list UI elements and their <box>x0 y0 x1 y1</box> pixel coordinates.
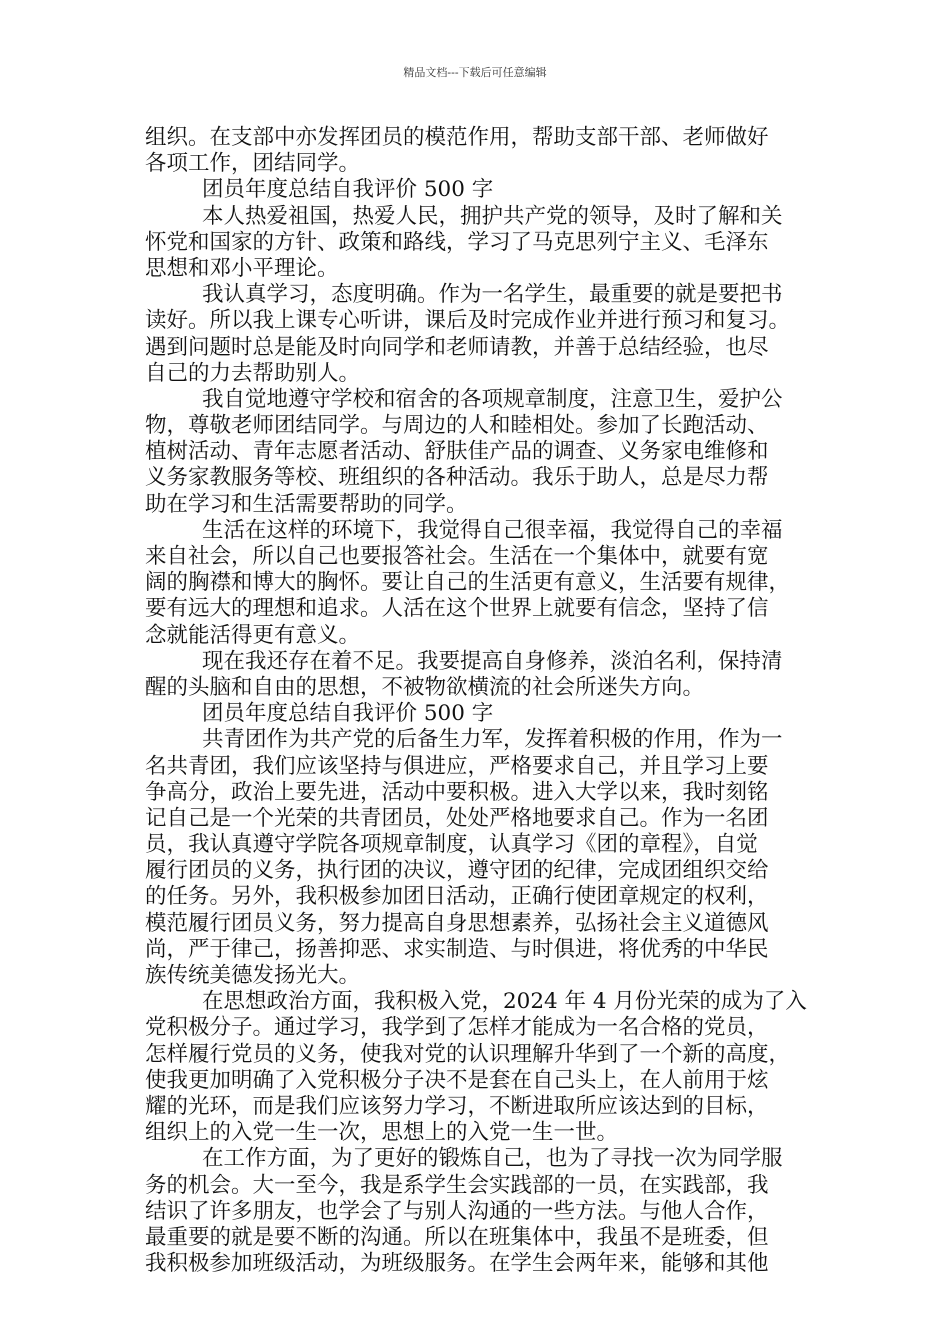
text-line: 生活在这样的环境下，我觉得自己很幸福，我觉得自己的幸福 <box>202 517 783 543</box>
text-line: 各项工作，团结同学。 <box>145 151 361 177</box>
text-line: 务的机会。大一至今，我是系学生会实践部的一员，在实践部，我 <box>145 1172 769 1198</box>
text-line: 植树活动、青年志愿者活动、舒肤佳产品的调查、义务家电维修和 <box>145 439 769 465</box>
text-line: 助在学习和生活需要帮助的同学。 <box>145 491 468 517</box>
text-line: 思想和邓小平理论。 <box>145 255 339 281</box>
text-line: 耀的光环，而是我们应该努力学习，不断进取所应该达到的目标， <box>145 1093 769 1119</box>
text-line: 员，我认真遵守学院各项规章制度，认真学习《团的章程》，自觉 <box>145 832 758 858</box>
text-line: 我认真学习，态度明确。作为一名学生，最重要的就是要把书 <box>202 282 783 308</box>
text-line: 我积极参加班级活动，为班级服务。在学生会两年来，能够和其他 <box>145 1251 769 1277</box>
text-line: 本人热爱祖国，热爱人民，拥护共产党的领导，及时了解和关 <box>202 203 783 229</box>
text-line: 争高分，政治上要先进，活动中要积极。进入大学以来，我时刻铭 <box>145 779 769 805</box>
text-line: 读好。所以我上课专心听讲，课后及时完成作业并进行预习和复习。 <box>145 308 791 334</box>
text-line: 怀党和国家的方针、政策和路线，学习了马克思列宁主义、毛泽东 <box>145 229 769 255</box>
text-line: 要有远大的理想和追求。人活在这个世界上就要有信念，坚持了信 <box>145 596 769 622</box>
text-line: 念就能活得更有意义。 <box>145 622 361 648</box>
text-line: 物，尊敬老师团结同学。与周边的人和睦相处。参加了长跑活动、 <box>145 413 769 439</box>
text-line: 结识了许多朋友，也学会了与别人沟通的一些方法。与他人合作， <box>145 1198 769 1224</box>
text-line: 组织上的入党一生一次，思想上的入党一生一世。 <box>145 1120 619 1146</box>
text-line: 自己的力去帮助别人。 <box>145 360 361 386</box>
text-line: 共青团作为共产党的后备生力军，发挥着积极的作用，作为一 <box>202 727 783 753</box>
text-line: 怎样履行党员的义务，使我对党的认识理解升华到了一个新的高度， <box>145 1041 791 1067</box>
text-line: 履行团员的义务，执行团的决议，遵守团的纪律，完成团组织交给 <box>145 858 769 884</box>
text-line: 记自己是一个光荣的共青团员，处处严格地要求自己。作为一名团 <box>145 805 769 831</box>
text-line: 的任务。另外，我积极参加团日活动，正确行使团章规定的权利， <box>145 884 769 910</box>
text-line: 义务家教服务等校、班组织的各种活动。我乐于助人，总是尽力帮 <box>145 465 769 491</box>
page-header: 精品文档---下载后可任意编辑 <box>403 66 547 79</box>
text-line: 现在我还存在着不足。我要提高自身修养，淡泊名利，保持清 <box>202 648 783 674</box>
text-line: 来自社会，所以自己也要报答社会。生活在一个集体中，就要有宽 <box>145 544 769 569</box>
text-line: 党积极分子。通过学习，我学到了怎样才能成为一名合格的党员， <box>145 1015 769 1041</box>
text-line: 最重要的就是要不断的沟通。所以在班集体中，我虽不是班委，但 <box>145 1224 769 1250</box>
text-line: 在工作方面，为了更好的锻炼自己，也为了寻找一次为同学服 <box>202 1146 783 1172</box>
text-line: 醒的头脑和自由的思想，不被物欲横流的社会所迷失方向。 <box>145 674 705 700</box>
text-line: 尚，严于律己，扬善抑恶、求实制造、与时俱进，将优秀的中华民 <box>145 936 769 962</box>
text-line: 阔的胸襟和博大的胸怀。要让自己的生活更有意义，生活要有规律， <box>145 570 791 596</box>
text-line: 遇到问题时总是能及时向同学和老师请教，并善于总结经验，也尽 <box>145 334 769 360</box>
text-line: 在思想政治方面，我积极入党，2024 年 4 月份光荣的成为了入 <box>202 989 807 1015</box>
text-line: 名共青团，我们应该坚持与俱进应，严格要求自己，并且学习上要 <box>145 753 769 779</box>
section-heading: 团员年度总结自我评价 500 字 <box>202 701 494 727</box>
text-line: 族传统美德发扬光大。 <box>145 963 361 988</box>
text-line: 组织。在支部中亦发挥团员的模范作用，帮助支部干部、老师做好 <box>145 125 769 150</box>
text-line: 模范履行团员义务，努力提高自身思想素养，弘扬社会主义道德风 <box>145 910 769 936</box>
text-line: 我自觉地遵守学校和宿舍的各项规章制度，注意卫生，爱护公 <box>202 386 783 412</box>
text-line: 使我更加明确了入党积极分子决不是套在自己头上，在人前用于炫 <box>145 1067 769 1093</box>
section-heading: 团员年度总结自我评价 500 字 <box>202 177 494 203</box>
document-body <box>145 125 817 1277</box>
